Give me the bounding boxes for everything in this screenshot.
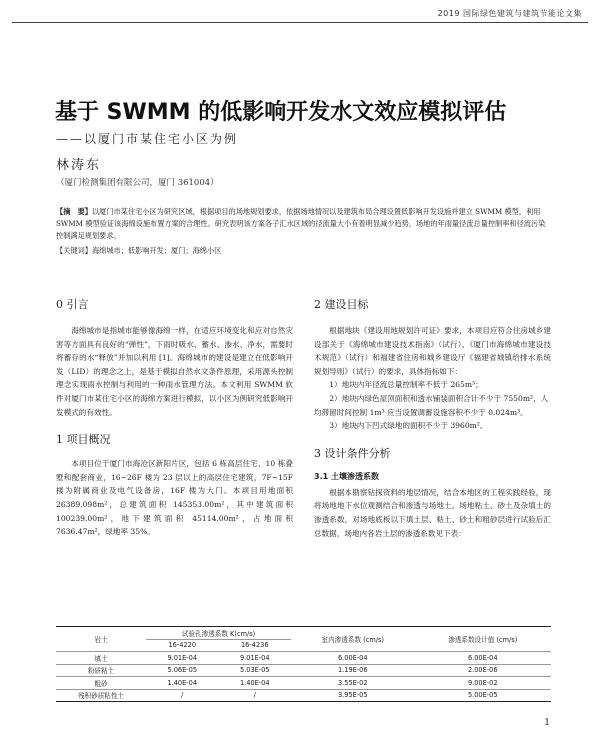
table-cell: 6.00E-04 [291, 652, 414, 665]
table-header-cell: 室内渗透系数 (cm/s) [291, 627, 414, 652]
table-cell: 1.40E-04 [219, 677, 292, 690]
table-cell: 9.01E-04 [146, 652, 219, 665]
intro-paragraph: 海绵城市是指城市能够像海绵一样，在适应环境变化和应对自然灾害等方面具有良好的“弹性”，下雨时吸水、蓄水、渗水、净水，需要时将蓄存的水“释放”并加以利用 [1]。海绵城市的建设是建立在低影响开发（LID）的理念之上，是基于模拟自然水文条件原理，采用源头控制理念实现雨水控制与利用的一种雨水管理方法。本文利用 SWMM 软件对厦门市某住宅小区的海绵方案进行模拟，以小区为例研究低影响开发模式的有效性。 [56, 326, 293, 417]
subsection-title: 3.1 土壤渗透系数 [314, 471, 379, 481]
abstract-text: 以厦门市某住宅小区为研究区域，根据项目的场地规划要求，依据场地情况以及建筑布局合理设置低影响开发设施并建立 SWMM 模型，利用 SWMM 模型验证该海绵设施布置方案的合理性。研究表明该方案各子汇水区域的径流量大小有着明显减少趋势，场地的年雨量径流总量控制率和径流污染控制满足规划要求。 [56, 207, 546, 240]
table-row [56, 664, 551, 677]
abstract-label: 【摘 要】 [56, 207, 92, 216]
table-cell: 残积砂质粘性土 [56, 689, 146, 702]
table-header-cell: 16-4220 [146, 639, 219, 652]
overview-paragraph: 本项目位于厦门市海沧区新阳片区，包括 6 栋高层住宅、10 栋叠墅和配套商业，16~26F 楼为 23 层以上的高层住宅建筑，7F~15F 楼为附属商业及电气设备房，16F 楼为大门。本项目用地面积 26389.098m²，总建筑面积 145353.00m²，其中建筑面积 100239.00m²，地下建筑面积 45114.00m²，占地面积 7636.47m²，绿地率 35%。 [56, 459, 293, 537]
table-cell: 6.00E-04 [415, 652, 552, 665]
table-cell: 粗砂 [56, 677, 146, 690]
running-header: 2019 国际绿色建筑与建筑节能论文集 [437, 9, 582, 18]
table-cell: 1.40E-04 [146, 677, 219, 690]
table-cell: 5.06E-05 [146, 664, 219, 677]
table-cell: 粉质粘土 [56, 664, 146, 677]
paper-title: 基于 SWMM 的低影响开发水文效应模拟评估 [55, 100, 507, 125]
goal-item: 3）地块内下凹式绿地的面积不少于 3960m²。 [329, 421, 488, 431]
page-number: 1 [544, 718, 550, 728]
table-cell: 2.00E-06 [415, 664, 552, 677]
goal-item: 2）地块内绿色屋顶面积和透水铺装面积合计不少于 7550m²，人均滞留时间控制 1m³ 应当设置调蓄设施容积不少于 0.024m³。 [314, 393, 549, 417]
table-cell: 5.03E-05 [219, 664, 292, 677]
table-header-cell: 岩土 [56, 627, 146, 652]
affiliation: （厦门检测集团有限公司，厦门 361004） [56, 178, 219, 188]
keywords [56, 246, 551, 256]
table-row [56, 689, 551, 702]
table-header-cell: 16-4236 [219, 639, 292, 652]
section-design-title: 3 设计条件分析 [314, 446, 391, 460]
goal-item: 1）地块内年径流总量控制率不低于 265m³； [329, 380, 483, 390]
table-cell: / [146, 689, 219, 702]
left-column [56, 296, 293, 539]
paper-subtitle: ——以厦门市某住宅小区为例 [56, 132, 239, 146]
table-cell: 5.00E-05 [415, 689, 552, 702]
abstract [56, 206, 551, 242]
table-header-cell: 试验孔渗透系数 K(cm/s) [146, 627, 291, 640]
author: 林涛东 [56, 158, 102, 173]
table-cell: 9.01E-04 [219, 652, 292, 665]
keywords-label: 【关键词】 [56, 246, 92, 255]
table-header-cell: 渗透系数设计值 (cm/s) [415, 627, 552, 652]
table-cell: 3.95E-05 [291, 689, 414, 702]
right-column [314, 296, 551, 540]
table-header-row [56, 627, 551, 640]
section-goals-title: 2 建设目标 [314, 298, 369, 311]
table-cell: / [219, 689, 292, 702]
table-cell: 9.00E-02 [415, 677, 552, 690]
design-paragraph: 根据本勘察钻探资料的地层情况，结合本地区的工程实践经验，现将场地地下水位观测结合和渗透与场地土。场地粘土、砂土及杂填土的渗透系数，对场地底板以下填土层、粘土、砂土和粗砂层进行试验后汇总数据，场地内各岩土层的渗透系数见下表： [314, 487, 551, 538]
header-rule [12, 22, 588, 23]
section-overview-title: 1 项目概况 [56, 433, 111, 447]
permeability-table [56, 626, 551, 702]
table-cell: 填土 [56, 652, 146, 665]
table-row [56, 677, 551, 690]
table-cell: 3.55E-02 [291, 677, 414, 690]
table-row [56, 652, 551, 665]
table-cell: 1.19E-06 [291, 664, 414, 677]
keywords-text: 海绵城市；低影响开发；厦门；海绵小区 [91, 246, 222, 255]
section-intro-title: 0 引言 [56, 298, 89, 311]
goals-paragraph: 根据地块《建设用地规划许可证》要求，本项目应符合住房城乡建设部关于《海绵城市建设技术指南》（试行）、《厦门市海绵城市建设技术规范》（试行）和福建省住房和城乡建设厅《福建省城镇给排水系统规划导则》（试行）的要求，具体指标如下： [314, 326, 551, 376]
